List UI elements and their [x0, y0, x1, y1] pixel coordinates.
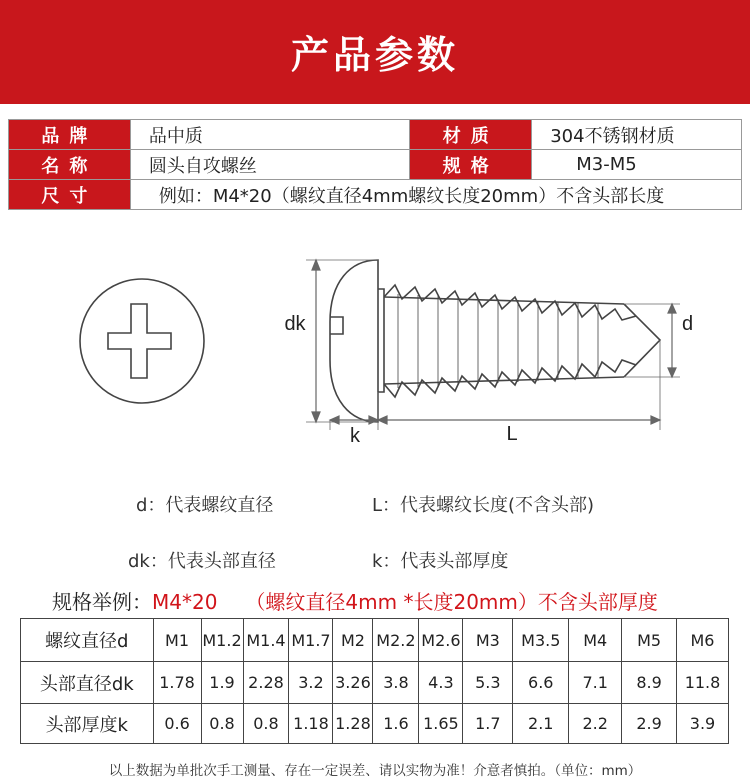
k-label: k [350, 425, 360, 442]
table-cell: 1.7 [463, 704, 513, 744]
table-cell: 8.9 [622, 662, 677, 704]
table-cell: 0.8 [243, 704, 289, 744]
table-cell: 4.3 [419, 662, 463, 704]
L-label: L [506, 423, 518, 442]
dimension-lines [306, 260, 680, 430]
table-cell: 3.8 [373, 662, 419, 704]
screw-diagram [0, 232, 750, 442]
size-value: 例如：M4*20（螺纹直径4mm螺纹长度20mm）不含头部长度 [130, 180, 741, 210]
material-value: 304不锈钢材质 [532, 120, 742, 150]
table-cell: 1.78 [153, 662, 201, 704]
table-cell: M1.4 [243, 619, 289, 662]
table-cell: 3.2 [289, 662, 333, 704]
screw-head-top-view [80, 279, 204, 403]
spec-row [9, 120, 742, 150]
legend-d: d：代表螺纹直径 [136, 495, 274, 516]
size-table [20, 618, 729, 744]
table-cell: M6 [677, 619, 729, 662]
table-cell: 0.6 [153, 704, 201, 744]
table-cell: 0.8 [201, 704, 243, 744]
example-prefix: 规格举例： [52, 590, 152, 614]
spec-table [8, 119, 742, 210]
table-cell: 1.18 [289, 704, 333, 744]
spec-row [9, 180, 742, 210]
table-cell: 1.65 [419, 704, 463, 744]
table-cell: 7.1 [569, 662, 622, 704]
table-cell: M1 [153, 619, 201, 662]
table-cell: M1.2 [201, 619, 243, 662]
size-label: 尺寸 [9, 180, 131, 210]
table-cell: 2.9 [622, 704, 677, 744]
table-cell: 6.6 [513, 662, 569, 704]
table-cell: 2.1 [513, 704, 569, 744]
table-cell: M3 [463, 619, 513, 662]
d-label: d [682, 313, 694, 335]
brand-label: 品牌 [9, 120, 131, 150]
legend-L: L：代表螺纹长度(不含头部) [372, 495, 595, 516]
table-cell: M5 [622, 619, 677, 662]
example-description: （螺纹直径4mm *长度20mm）不含头部厚度 [245, 590, 658, 614]
dk-label: dk [284, 313, 306, 335]
table-cell: 1.28 [333, 704, 373, 744]
table-cell: 11.8 [677, 662, 729, 704]
disclaimer-note: 以上数据为单批次手工测量、存在一定误差、请以实物为准！介意者慎拍。（单位：mm） [108, 763, 642, 779]
header-banner [0, 0, 750, 104]
legend-k: k：代表头部厚度 [372, 551, 509, 572]
spec-label: 规格 [410, 150, 532, 180]
brand-value: 品中质 [130, 120, 410, 150]
row-label: 头部直径dk [21, 662, 154, 704]
screw-side-view [330, 260, 660, 422]
table-row [21, 662, 729, 704]
name-value: 圆头自攻螺丝 [130, 150, 410, 180]
legend-dk: dk：代表头部直径 [128, 551, 276, 572]
table-cell: 3.9 [677, 704, 729, 744]
table-cell: M2 [333, 619, 373, 662]
table-cell: 1.9 [201, 662, 243, 704]
table-row [21, 704, 729, 744]
material-label: 材质 [410, 120, 532, 150]
row-label: 螺纹直径d [21, 619, 154, 662]
table-row [21, 619, 729, 662]
table-cell: M2.6 [419, 619, 463, 662]
table-cell: 3.26 [333, 662, 373, 704]
table-cell: 5.3 [463, 662, 513, 704]
spec-example [52, 586, 658, 615]
name-label: 名称 [9, 150, 131, 180]
example-size: M4*20 [152, 590, 218, 614]
spec-row [9, 150, 742, 180]
page-title: 产品参数 [290, 33, 459, 77]
table-cell: 2.28 [243, 662, 289, 704]
spec-value: M3-M5 [532, 150, 742, 180]
table-cell: M3.5 [513, 619, 569, 662]
table-cell: 1.6 [373, 704, 419, 744]
table-cell: M2.2 [373, 619, 419, 662]
row-label: 头部厚度k [21, 704, 154, 744]
table-cell: 2.2 [569, 704, 622, 744]
table-cell: M4 [569, 619, 622, 662]
table-cell: M1.7 [289, 619, 333, 662]
